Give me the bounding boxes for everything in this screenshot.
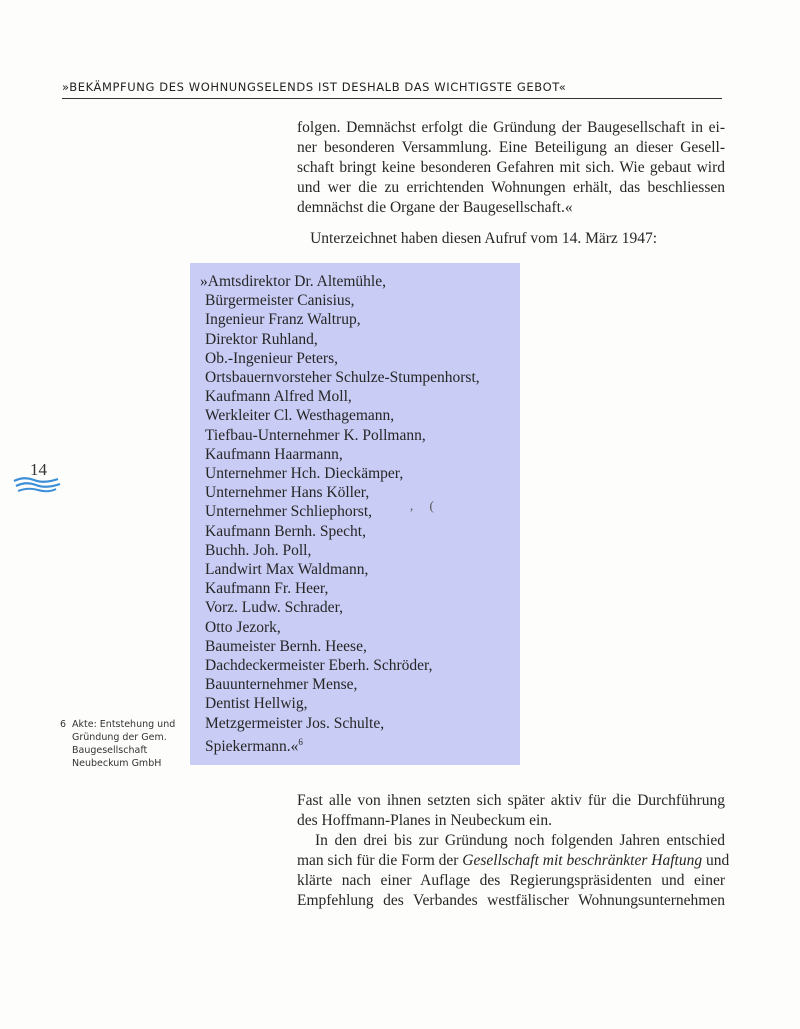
text-line: ner besonderen Versammlung. Eine Beteiligung an dieser Gesell-	[297, 139, 725, 156]
text-line: demnächst die Organe der Baugesellschaft.«	[297, 199, 573, 216]
text-segment: man sich für die Form der	[297, 852, 459, 869]
text-line: schaft bringt keine besonderen Gefahren mit sich. Wie gebaut wird	[297, 159, 725, 176]
signer-item: Unternehmer Schliephorst,	[205, 503, 373, 521]
signer-item: Otto Jezork,	[205, 618, 281, 636]
wave-ornament-icon	[12, 475, 62, 493]
signer-item: Ingenieur Franz Waltrup,	[205, 311, 361, 329]
text-line-with-italic	[297, 851, 730, 871]
text-line: Empfehlung des Verbandes westfälischer Wohnungsunternehmen	[297, 892, 725, 909]
signer-item: Dachdeckermeister Eberh. Schröder,	[205, 657, 433, 675]
footnote-line: Akte: Entstehung und	[72, 719, 176, 730]
signer-item: Werkleiter Cl. Westhagemann,	[205, 407, 395, 425]
signer-item: Kaufmann Alfred Moll,	[205, 388, 352, 406]
signer-item: Kaufmann Bernh. Specht,	[205, 522, 366, 540]
signer-item: »Amtsdirektor Dr. Altemühle,	[200, 273, 386, 290]
signer-item: Vorz. Ludw. Schrader,	[205, 599, 343, 617]
text-line: In den drei bis zur Gründung noch folgenden Jahren entschied	[315, 832, 725, 849]
signer-item: Unternehmer Hans Köller,	[205, 484, 370, 502]
signer-item-last	[200, 733, 480, 756]
text-line: klärte nach einer Auflage des Regierungspräsidenten und einer	[297, 872, 725, 889]
closing-paragraph	[297, 791, 730, 911]
signer-item: Bauunternehmer Mense,	[205, 676, 358, 694]
italic-term: Gesellschaft mit beschränkter Haftung	[462, 852, 703, 869]
footnote-number: 6	[60, 719, 67, 730]
footnote-line: Neubeckum GmbH	[72, 758, 162, 769]
signer-item: Ortsbauernvorsteher Schulze-Stumpenhorst,	[205, 369, 480, 387]
signer-item: Ob.-Ingenieur Peters,	[205, 349, 338, 367]
signer-item: Buchh. Joh. Poll,	[205, 541, 312, 559]
text-line: des Hoffmann-Planes in Neubeckum ein.	[297, 812, 552, 829]
text-line: folgen. Demnächst erfolgt die Gründung der Baugesellschaft in ei-	[297, 119, 725, 136]
signer-name: Spiekermann.«	[205, 738, 299, 756]
footnote-line: Gründung der Gem.	[72, 732, 167, 743]
footnote-line: Baugesellschaft	[72, 745, 148, 756]
intro-paragraph	[297, 118, 725, 218]
footnote	[60, 718, 190, 770]
signer-item: Metzgermeister Jos. Schulte,	[205, 714, 385, 732]
signers-list	[200, 272, 480, 756]
signer-item: Direktor Ruhland,	[205, 330, 318, 348]
signed-intro-line: Unterzeichnet haben diesen Aufruf vom 14. März 1947:	[310, 230, 657, 247]
signer-item: Dentist Hellwig,	[205, 695, 308, 713]
text-line: und wer die zu errichtenden Wohnungen erhält, das beschliessen	[297, 179, 725, 196]
signer-item: Landwirt Max Waldmann,	[205, 561, 369, 579]
page-number: 14	[30, 460, 47, 479]
text-segment: und	[705, 852, 730, 869]
signer-item: Baumeister Bernh. Heese,	[205, 637, 367, 655]
signer-item: Kaufmann Fr. Heer,	[205, 580, 329, 598]
signer-item: Kaufmann Haarmann,	[205, 445, 343, 463]
footnote-ref: 6	[298, 736, 303, 747]
signer-item: Tiefbau-Unternehmer K. Pollmann,	[205, 426, 426, 444]
footnote-text	[60, 718, 190, 770]
text-line: Fast alle von ihnen setzten sich später aktiv für die Durchführung	[297, 792, 725, 809]
running-head: »BEKÄMPFUNG DES WOHNUNGSELENDS IST DESHALB DAS WICHTIGSTE GEBOT«	[62, 80, 722, 99]
signer-item: Bürgermeister Canisius,	[205, 292, 355, 310]
stray-mark: , (	[410, 498, 434, 513]
signer-item: Unternehmer Hch. Dieckämper,	[205, 465, 404, 483]
